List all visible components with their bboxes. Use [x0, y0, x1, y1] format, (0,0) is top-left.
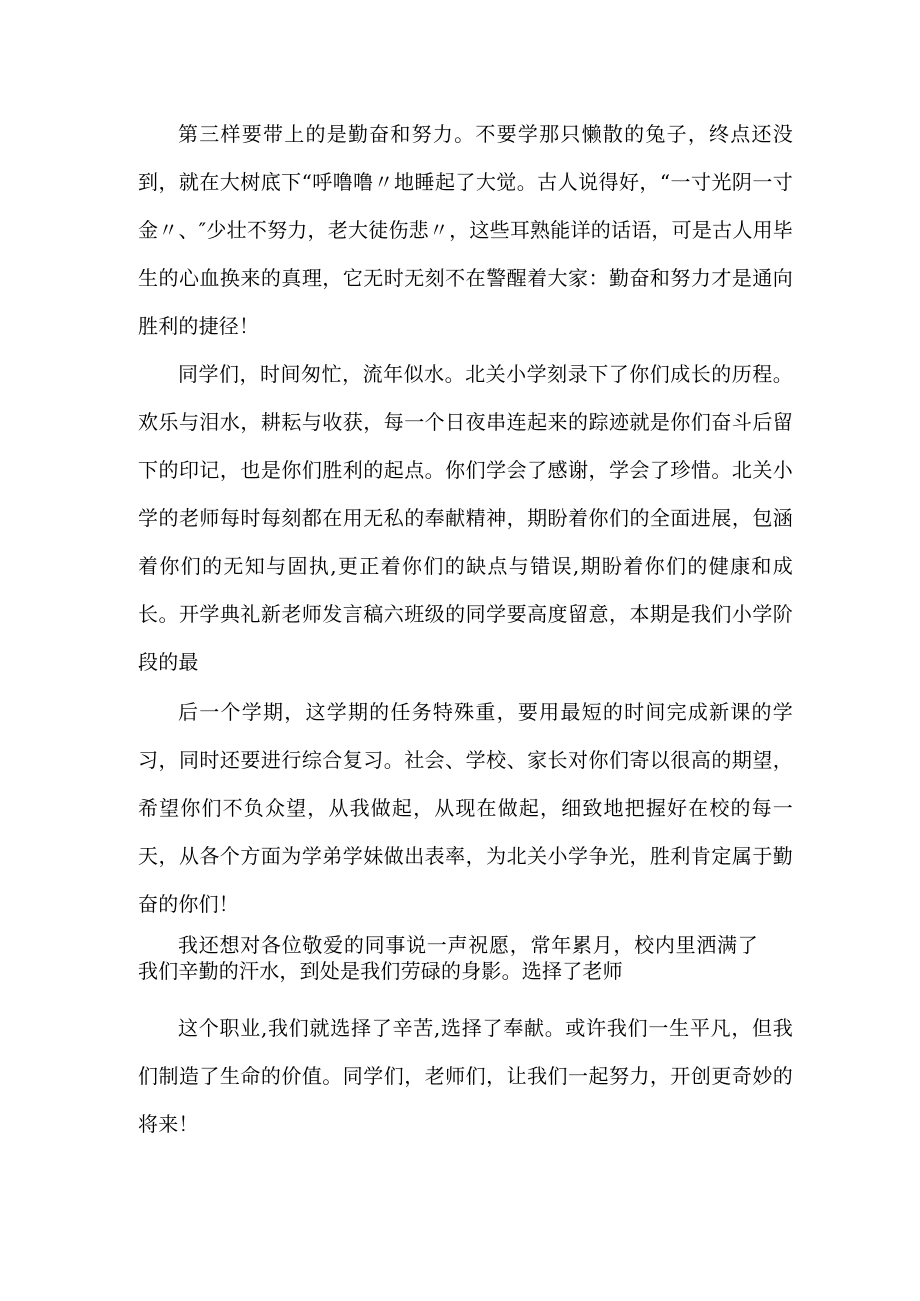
paragraph-colleagues-wish: 我还想对各位敬爱的同事说一声祝愿，常年累月，校内里洒满了我们辛勤的汗水，到处是我们劳碌的身影。选择了老师	[138, 933, 758, 983]
paragraph-diligence: 第三样要带上的是勤奋和努力。不要学那只懒散的兔子，终点还没到，就在大树底下“呼噜噜〃地睡起了大觉。古人说得好，“一寸光阴一寸金〃、″少壮不努力，老大徒伤悲〃，这些耳熟能详的话语，可是古人用毕生的心血换来的真理，它无时无刻不在警醒着大家：勤奋和努力才是通向胜利的捷径！	[138, 122, 793, 338]
paragraph-last-semester: 后一个学期，这学期的任务特殊重，要用最短的时间完成新课的学习，同时还要进行综合复习。社会、学校、家长对你们寄以很高的期望，希望你们不负众望，从我做起，从现在做起，细致地把握好在校的每一天，从各个方面为学弟学妹做出表率，为北关小学争光，胜利肯定属于勤奋的你们！	[138, 700, 793, 916]
paragraph-closing: 这个职业,我们就选择了辛苦,选择了奉献。或许我们一生平凡，但我们制造了生命的价值。同学们，老师们，让我们一起努力，开创更奇妙的将来！	[138, 1016, 793, 1136]
paragraph-students-growth: 同学们，时间匆忙，流年似水。北关小学刻录下了你们成长的历程。欢乐与泪水，耕耘与收获，每一个日夜串连起来的踪迹就是你们奋斗后留下的印记，也是你们胜利的起点。你们学会了感谢，学会了珍惜。北关小学的老师每时每刻都在用无私的奉献精神，期盼着你们的全面进展，包涵着你们的无知与固执,更正着你们的缺点与错误,期盼着你们的健康和成长。开学典礼新老师发言稿六班级的同学要高度留意，本期是我们小学阶段的最	[138, 362, 793, 674]
